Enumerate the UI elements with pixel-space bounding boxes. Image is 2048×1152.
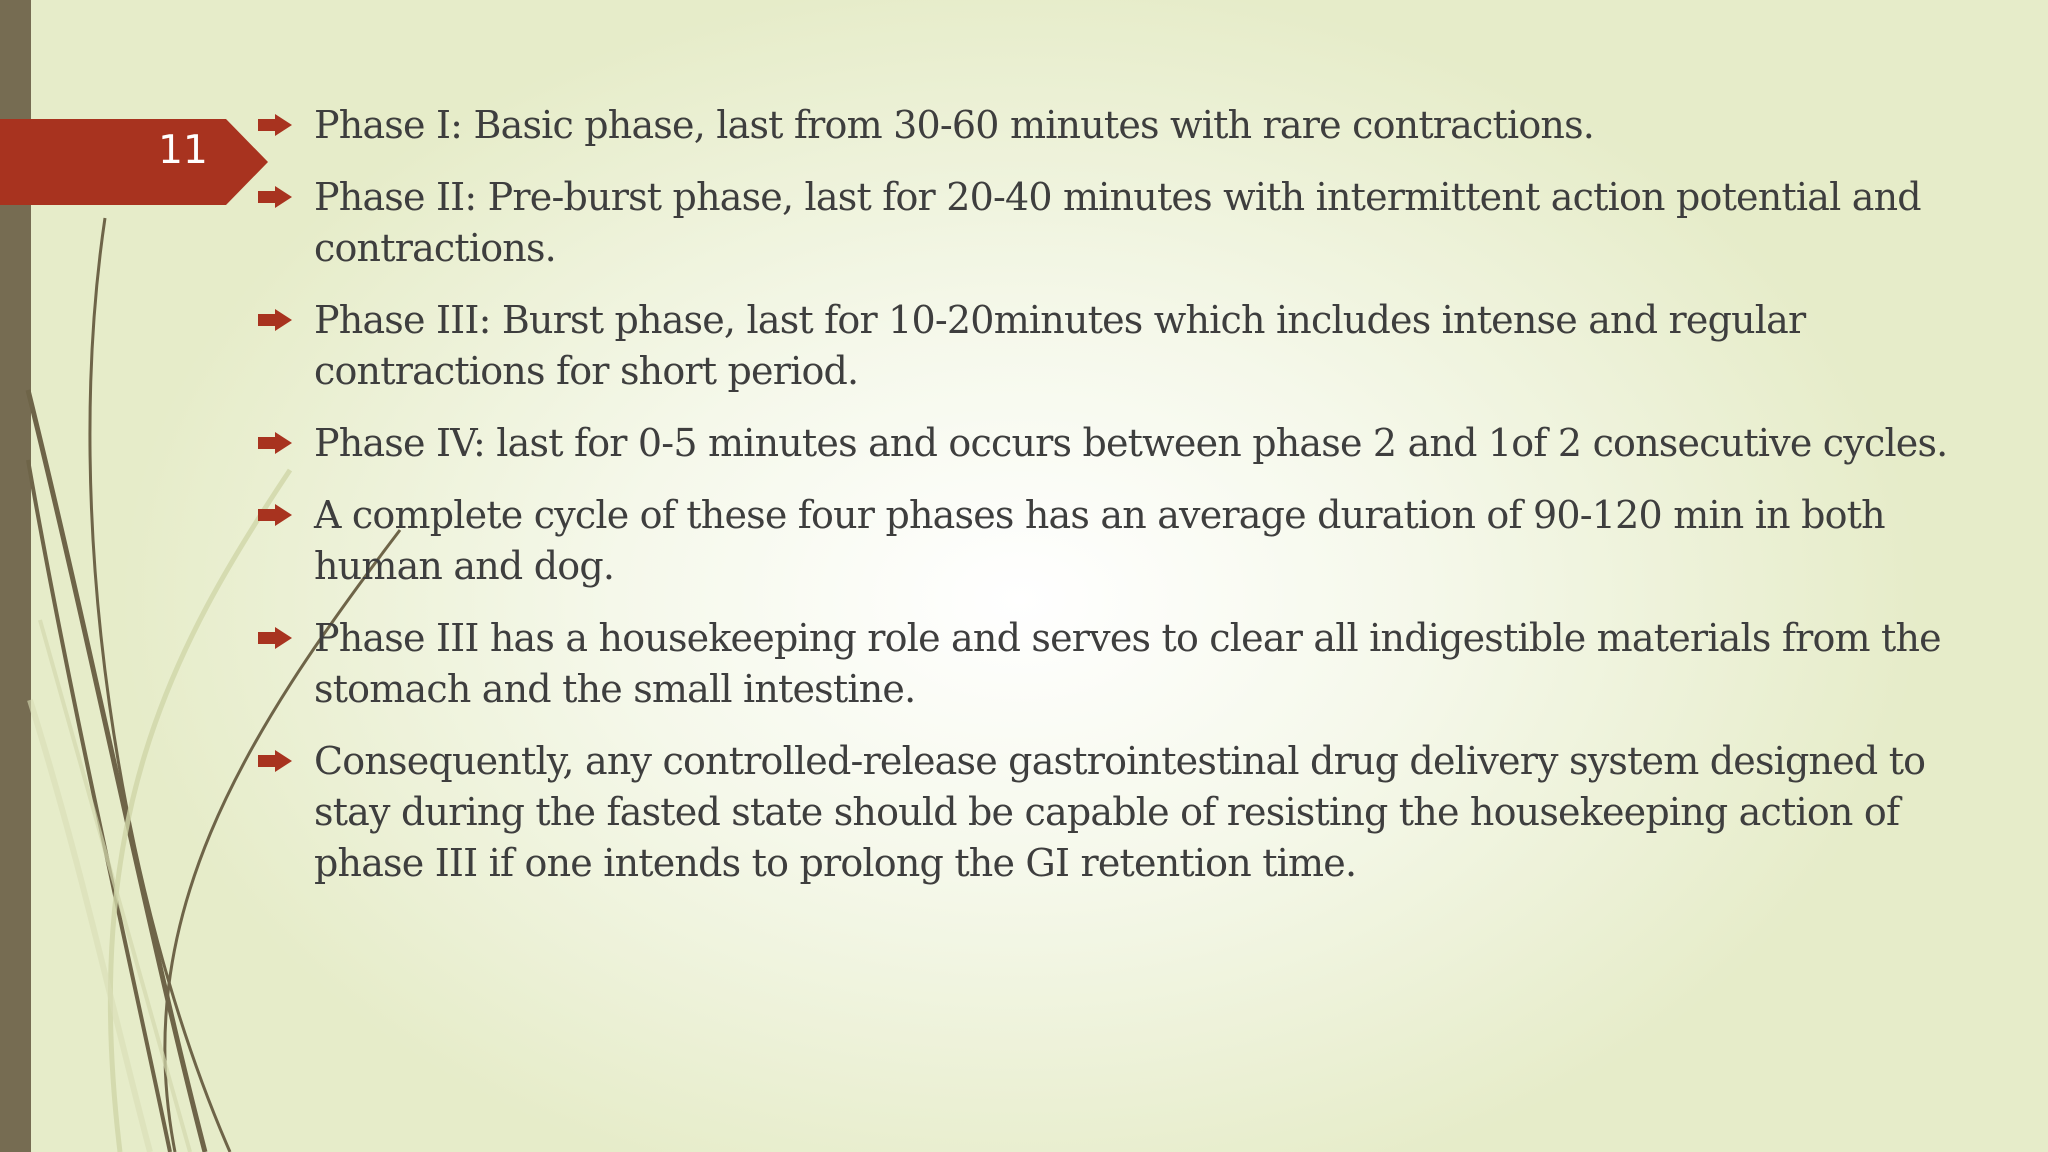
- right-arrow-icon: [258, 750, 292, 772]
- bullet-text: A complete cycle of these four phases has an average duration of 90-120 min in both human and dog.: [314, 493, 1885, 588]
- bullet-item: [258, 100, 1958, 151]
- slide-number: 11: [158, 128, 208, 173]
- bullet-item: [258, 295, 1958, 397]
- bullet-item: [258, 736, 1958, 889]
- bullet-item: [258, 418, 1958, 469]
- right-arrow-icon: [258, 504, 292, 526]
- bullet-item: [258, 613, 1958, 715]
- bullet-item: [258, 172, 1958, 274]
- bullet-text: Phase III: Burst phase, last for 10-20minutes which includes intense and regular contractions for short period.: [314, 298, 1806, 393]
- right-arrow-icon: [258, 186, 292, 208]
- bullet-text: Phase IV: last for 0-5 minutes and occurs between phase 2 and 1of 2 consecutive cycles.: [314, 421, 1948, 465]
- bullet-text: Consequently, any controlled-release gastrointestinal drug delivery system designed to stay during the fasted state should be capable of resisting the housekeeping action of phase III if one intends to prolong the GI retention time.: [314, 739, 1926, 885]
- right-arrow-icon: [258, 627, 292, 649]
- bullet-text: Phase I: Basic phase, last from 30-60 minutes with rare contractions.: [314, 103, 1595, 147]
- bullet-text: Phase III has a housekeeping role and serves to clear all indigestible materials from the stomach and the small intestine.: [314, 616, 1941, 711]
- bullet-item: [258, 490, 1958, 592]
- bullet-text: Phase II: Pre-burst phase, last for 20-40 minutes with intermittent action potential and contractions.: [314, 175, 1921, 270]
- right-arrow-icon: [258, 114, 292, 136]
- bullet-list: [258, 100, 1958, 910]
- slide-number-tab: [0, 119, 268, 205]
- right-arrow-icon: [258, 309, 292, 331]
- right-arrow-icon: [258, 432, 292, 454]
